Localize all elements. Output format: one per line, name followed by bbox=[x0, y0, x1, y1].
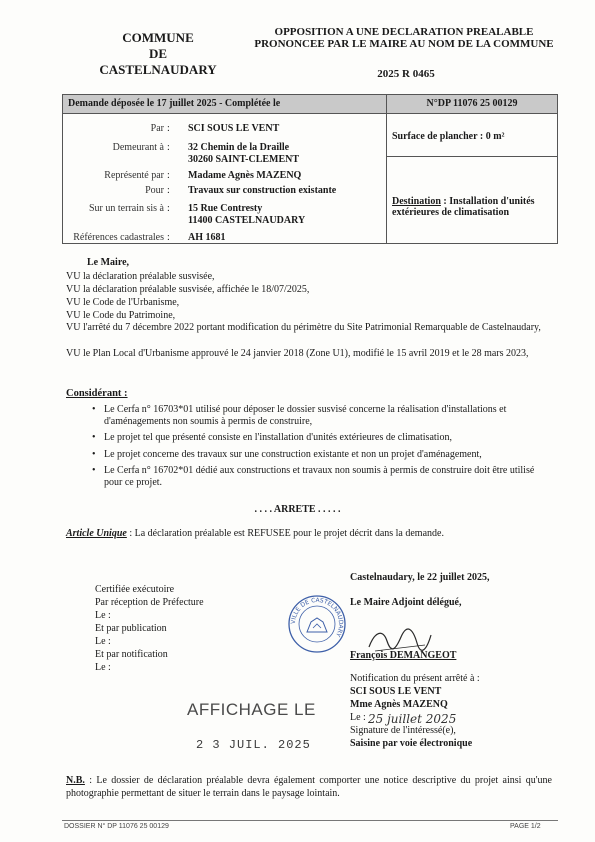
details-hr bbox=[386, 156, 558, 157]
detail-value: Travaux sur construction existante bbox=[188, 185, 337, 196]
commune-line: COMMUNE bbox=[122, 30, 194, 45]
considerant-item: Le projet tel que présenté consiste en l'installation d'unités extérieures de climatisation, bbox=[104, 432, 452, 443]
commune-header bbox=[88, 30, 228, 78]
bullet-icon: • bbox=[92, 465, 96, 476]
details-divider bbox=[386, 114, 387, 244]
nota-bene bbox=[66, 774, 552, 800]
dossier-number: N°DP 11076 25 00129 bbox=[426, 98, 518, 109]
detail-value: 32 Chemin de la Draille bbox=[188, 142, 290, 153]
signatory-name: François DEMANGEOT bbox=[350, 650, 457, 661]
certification-line: Et par notification bbox=[95, 649, 168, 660]
bullet-icon: • bbox=[92, 432, 96, 443]
detail-colon: : bbox=[167, 142, 170, 153]
detail-label: Demeurant à bbox=[112, 142, 164, 153]
vu-line: VU le Plan Local d'Urbanisme approuvé le 24 janvier 2018 (Zone U1), modifié le 15 avril 2019 et le 28 mars 2023, bbox=[66, 348, 529, 359]
certification-line: Le : bbox=[95, 636, 111, 647]
destination-value: : Installation d'unités extérieures de climatisation bbox=[392, 196, 535, 218]
commune-line: CASTELNAUDARY bbox=[99, 62, 217, 77]
notification-intro: Notification du présent arrêté à : bbox=[350, 673, 480, 684]
bullet-icon: • bbox=[92, 449, 96, 460]
nb-label: N.B. bbox=[66, 775, 85, 786]
arrete-heading: . . . . ARRETE . . . . . bbox=[254, 504, 341, 515]
title-line-1: OPPOSITION A UNE DECLARATION PREALABLE bbox=[274, 26, 534, 38]
vu-line: VU l'arrêté du 7 décembre 2022 portant modification du périmètre du Site Patrimonial Remarquable de Castelnaudary, bbox=[66, 322, 541, 333]
detail-value: Madame Agnès MAZENQ bbox=[188, 170, 302, 181]
certification-line: Par réception de Préfecture bbox=[95, 597, 204, 608]
footer-divider bbox=[62, 820, 558, 821]
detail-label: Représenté par bbox=[104, 170, 164, 181]
article-unique bbox=[66, 528, 444, 539]
destination-label: Destination bbox=[392, 196, 441, 207]
detail-value: 30260 SAINT-CLEMENT bbox=[188, 154, 300, 165]
recipient-1: SCI SOUS LE VENT bbox=[350, 686, 442, 697]
municipal-seal-icon bbox=[287, 594, 347, 654]
detail-label: Par bbox=[150, 123, 164, 134]
detail-label: Pour bbox=[145, 185, 164, 196]
detail-colon: : bbox=[167, 185, 170, 196]
surface-plancher: Surface de plancher : 0 m² bbox=[392, 131, 505, 142]
considerant-item: Le Cerfa n° 16702*01 dédié aux constructions et travaux non soumis à permis de construire doit être utilisé pour ce projet. bbox=[104, 465, 535, 488]
certification-line: Le : bbox=[95, 610, 111, 621]
vu-line: VU le Code de l'Urbanisme, bbox=[66, 297, 180, 308]
detail-value: 11400 CASTELNAUDARY bbox=[188, 215, 306, 226]
affichage-date: 2 3 JUIL. 2025 bbox=[196, 738, 311, 752]
signature-label: Signature de l'intéressé(e), bbox=[350, 725, 456, 736]
detail-colon: : bbox=[167, 170, 170, 181]
vu-line: VU la déclaration préalable susvisée, bbox=[66, 271, 215, 282]
considerant-item: Le projet concerne des travaux sur une construction existante et non un projet d'aménagement, bbox=[104, 449, 482, 460]
certification-line: Et par publication bbox=[95, 623, 167, 634]
signatory-role: Le Maire Adjoint délégué, bbox=[350, 597, 462, 608]
article-text: : La déclaration préalable est REFUSEE pour le projet décrit dans la demande. bbox=[126, 528, 444, 539]
recipient-2: Mme Agnès MAZENQ bbox=[350, 699, 448, 710]
considerant-title: Considérant : bbox=[66, 388, 128, 399]
request-date: Demande déposée le 17 juillet 2025 - Complétée le bbox=[68, 98, 281, 109]
detail-value: 15 Rue Contresty bbox=[188, 203, 263, 214]
certification-line: Le : bbox=[95, 662, 111, 673]
detail-label: Sur un terrain sis à bbox=[89, 203, 164, 214]
certification-line: Certifiée exécutoire bbox=[95, 584, 175, 595]
reference-number: 2025 R 0465 bbox=[377, 68, 435, 80]
page-number: PAGE 1/2 bbox=[510, 823, 541, 830]
vu-line: VU le Code du Patrimoine, bbox=[66, 310, 176, 321]
document-title bbox=[244, 26, 564, 50]
saisine: Saisine par voie électronique bbox=[350, 738, 473, 749]
considerant-item: Le Cerfa n° 16703*01 utilisé pour déposer le dossier susvisé concerne la réalisation d'installations et d'aménagements non soumis à permis de construire, bbox=[104, 404, 507, 427]
vu-line: VU la déclaration préalable susvisée, affichée le 18/07/2025, bbox=[66, 284, 310, 295]
seal-text: VILLE DE CASTELNAUDARY bbox=[289, 596, 345, 638]
title-line-2: PRONONCEE PAR LE MAIRE AU NOM DE LA COMMUNE bbox=[254, 38, 554, 50]
detail-colon: : bbox=[167, 232, 170, 243]
bullet-icon: • bbox=[92, 404, 96, 415]
place-date: Castelnaudary, le 22 juillet 2025, bbox=[350, 572, 490, 583]
detail-colon: : bbox=[167, 203, 170, 214]
destination bbox=[392, 196, 552, 218]
detail-value: SCI SOUS LE VENT bbox=[188, 123, 280, 134]
footer-dossier: DOSSIER N° DP 11076 25 00129 bbox=[64, 823, 169, 830]
detail-value: AH 1681 bbox=[188, 232, 226, 243]
detail-label: Références cadastrales bbox=[73, 232, 164, 243]
handwritten-date: 25 juillet 2025 bbox=[368, 712, 457, 726]
bar-divider bbox=[386, 94, 387, 114]
affichage-stamp: AFFICHAGE LE bbox=[187, 700, 316, 719]
nb-text: : Le dossier de déclaration préalable devra également comporter une notice descriptive du projet ainsi qu'une photographie permettant de situer le terrain dans le paysage lointain. bbox=[66, 775, 552, 799]
detail-colon: : bbox=[167, 123, 170, 134]
commune-line: DE bbox=[148, 46, 168, 61]
notification-date-label: Le : bbox=[350, 712, 366, 723]
article-label: Article Unique bbox=[66, 528, 127, 539]
le-maire: Le Maire, bbox=[87, 257, 130, 268]
